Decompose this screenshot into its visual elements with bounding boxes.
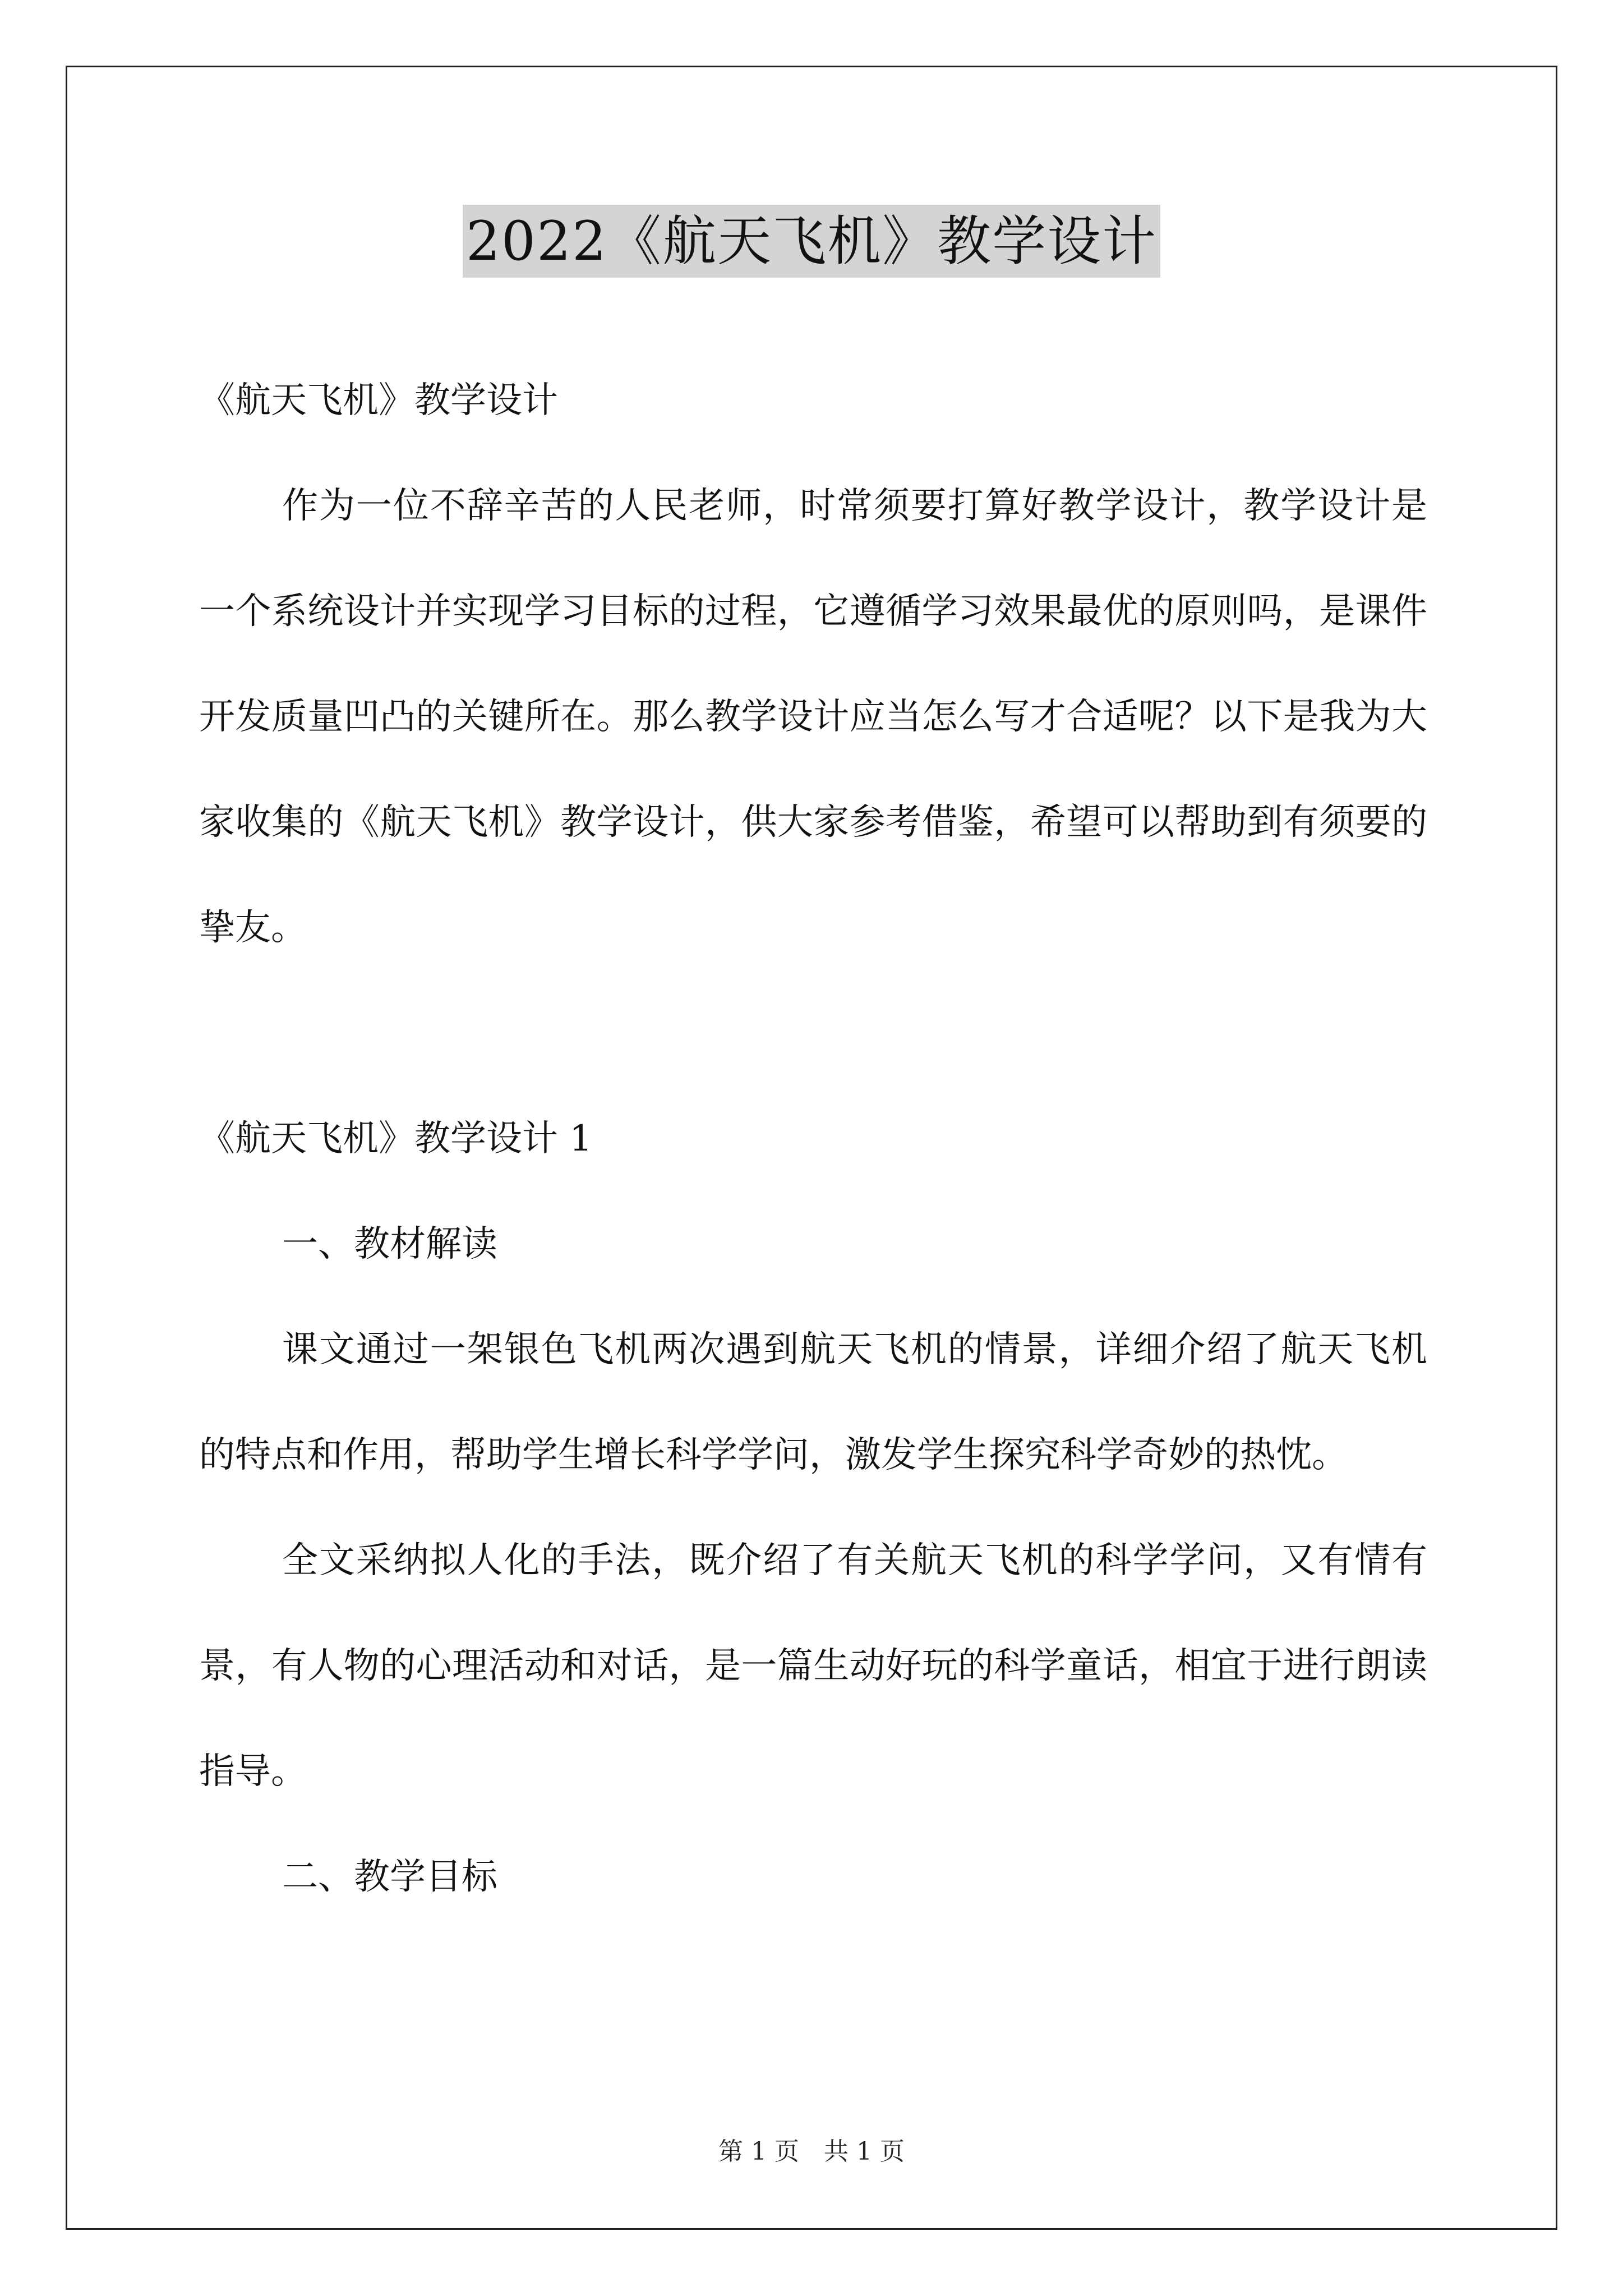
- document-body: [199, 348, 1427, 1930]
- heading-teaching-goals: 二、教学目标: [282, 1856, 497, 1898]
- intro-paragraph: 作为一位不辞辛苦的人民老师，时常须要打算好教学设计，教学设计是一个系统设计并实现学习目标的过程，它遵循学习效果最优的原则吗，是课件开发质量凹凸的关键所在。那么教学设计应当怎么写才合适呢？以下是我为大家收集的《航天飞机》教学设计，供大家参考借鉴，希望可以帮助到有须要的挚友。: [199, 485, 1427, 949]
- page-footer: [0, 2135, 1623, 2169]
- subtitle: 《航天飞机》教学设计: [199, 380, 558, 421]
- page-number: 第 1 页: [718, 2137, 799, 2166]
- section-title: 《航天飞机》教学设计 1: [199, 1118, 593, 1159]
- title-container: [0, 205, 1623, 278]
- spacer: [199, 981, 1427, 1086]
- heading-textbook-reading: 一、教材解读: [282, 1223, 497, 1265]
- paragraph-1: 课文通过一架银色飞机两次遇到航天飞机的情景，详细介绍了航天飞机的特点和作用，帮助学生增长科学学问，激发学生探究科学奇妙的热忱。: [199, 1329, 1427, 1476]
- document-title: 2022《航天飞机》教学设计: [463, 205, 1160, 278]
- page-total: 共 1 页: [824, 2137, 905, 2166]
- paragraph-2: 全文采纳拟人化的手法，既介绍了有关航天飞机的科学学问，又有情有景，有人物的心理活动和对话，是一篇生动好玩的科学童话，相宜于进行朗读指导。: [199, 1540, 1427, 1792]
